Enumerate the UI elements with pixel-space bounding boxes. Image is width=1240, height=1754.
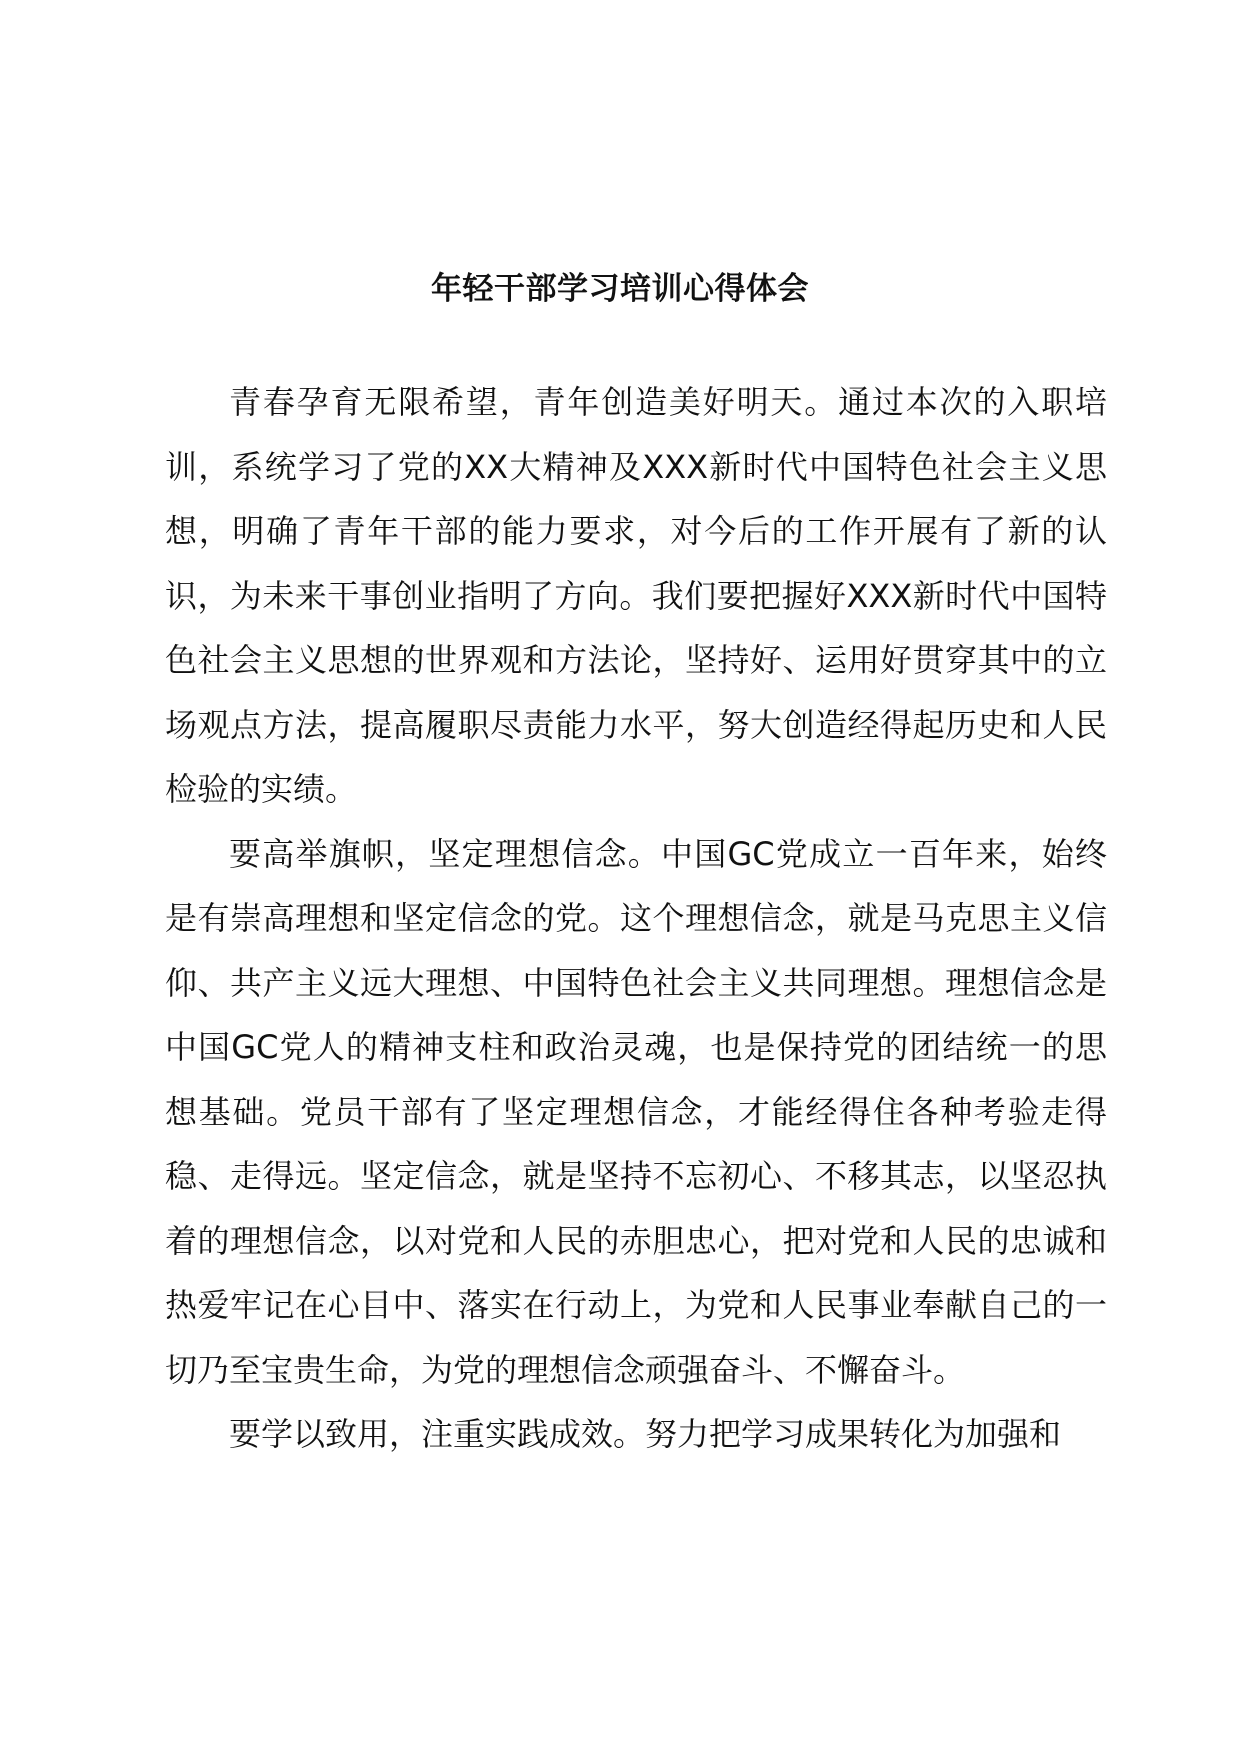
paragraph-1: 青春孕育无限希望，青年创造美好明天。通过本次的入职培训，系统学习了党的XX大精神及XXX新时代中国特色社会主义思想，明确了青年干部的能力要求，对今后的工作开展有了新的认识，为未来干事创业指明了方向。我们要把握好XXX新时代中国特色社会主义思想的世界观和方法论，坚持好、运用好贯穿其中的立场观点方法，提高履职尽责能力水平，努大创造经得起历史和人民检验的实绩。 xyxy=(165,383,1107,808)
paragraph-3: 要学以致用，注重实践成效。努力把学习成果转化为加强和 xyxy=(229,1415,1062,1453)
document-title: 年轻干部学习培训心得体会 xyxy=(431,271,809,307)
paragraph-2: 要高举旗帜，坚定理想信念。中国GC党成立一百年来，始终是有崇高理想和坚定信念的党。这个理想信念，就是马克思主义信仰、共产主义远大理想、中国特色社会主义共同理想。理想信念是中国GC党人的精神支柱和政治灵魂，也是保持党的团结统一的思想基础。党员干部有了坚定理想信念，才能经得住各种考验走得稳、走得远。坚定信念，就是坚持不忘初心、不移其志，以坚忍执着的理想信念，以对党和人民的赤胆忠心，把对党和人民的忠诚和热爱牢记在心目中、落实在行动上，为党和人民事业奉献自己的一切乃至宝贵生命，为党的理想信念顽强奋斗、不懈奋斗。 xyxy=(165,834,1107,1389)
document-body xyxy=(165,370,1107,1467)
